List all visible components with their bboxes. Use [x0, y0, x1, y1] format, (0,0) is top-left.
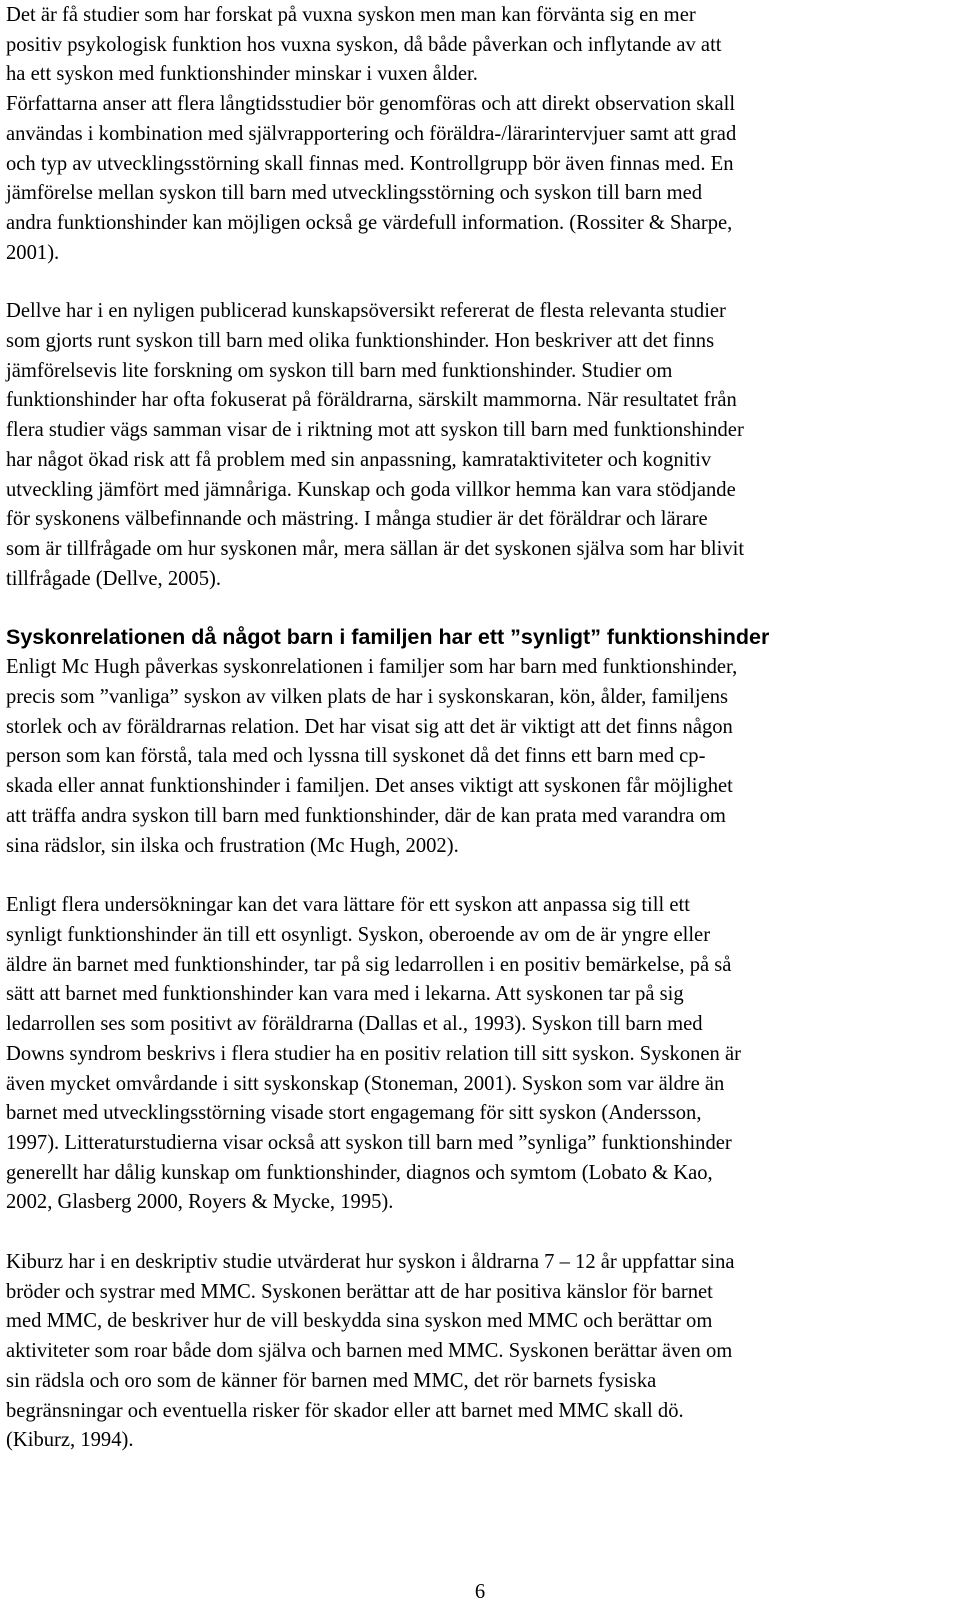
text-line: ha ett syskon med funktionshinder minskar i vuxen ålder. — [6, 63, 478, 86]
text-line: begränsningar och eventuella risker för skador eller att barnet med MMC skall dö. — [6, 1399, 684, 1422]
paragraph-dellve-overview — [6, 297, 956, 594]
paragraph-visible-disability — [6, 891, 956, 1218]
page-number: 6 — [474, 1581, 486, 1603]
paragraph-adult-siblings — [6, 1, 956, 268]
text-line: Downs syndrom beskrivs i flera studier ha en positiv relation till sitt syskon. Syskonen är — [6, 1042, 741, 1065]
text-line: skada eller annat funktionshinder i familjen. Det anses viktigt att syskonen får möjlighet — [6, 775, 733, 798]
text-line: flera studier vägs samman visar de i riktning mot att syskon till barn med funktionshinder — [6, 419, 744, 442]
text-line: jämförelsevis lite forskning om syskon till barn med funktionshinder. Studier om — [6, 359, 673, 382]
text-line: synligt funktionshinder än till ett osynligt. Syskon, oberoende av om de är yngre eller — [6, 923, 711, 946]
text-line: att träffa andra syskon till barn med funktionshinder, där de kan prata med varandra om — [6, 804, 726, 827]
text-line: som gjorts runt syskon till barn med olika funktionshinder. Hon beskriver att det finns — [6, 330, 715, 353]
text-line: sätt att barnet med funktionshinder kan vara med i lekarna. Att syskonen tar på sig — [6, 983, 684, 1006]
section-heading: Syskonrelationen då något barn i familjen har ett ”synligt” funktionshinder — [6, 625, 770, 650]
text-line: och typ av utvecklingsstörning skall finnas med. Kontrollgrupp bör även finnas med. En — [6, 152, 734, 175]
text-line: sina rädslor, sin ilska och frustration (Mc Hugh, 2002). — [6, 834, 459, 857]
text-line: med MMC, de beskriver hur de vill beskydda sina syskon med MMC och berättar om — [6, 1310, 713, 1333]
text-line: för syskonens välbefinnande och mästring. I många studier är det föräldrar och lärare — [6, 508, 708, 531]
text-line: Det är få studier som har forskat på vuxna syskon men man kan förvänta sig en mer — [6, 4, 696, 26]
text-line: storlek och av föräldrarnas relation. Det har visat sig att det är viktigt att det finns någon — [6, 715, 733, 738]
text-line: aktiviteter som roar både dom själva och barnen med MMC. Syskonen berättar även om — [6, 1340, 733, 1363]
text-line: person som kan förstå, tala med och lyssna till syskonet då det finns ett barn med cp- — [6, 745, 706, 768]
text-line: Författarna anser att flera långtidsstudier bör genomföras och att direkt observation skall — [6, 93, 736, 116]
text-line: ledarrollen ses som positivt av föräldrarna (Dallas et al., 1993). Syskon till barn med — [6, 1013, 703, 1036]
document-page — [6, 0, 956, 1456]
text-line: (Kiburz, 1994). — [6, 1429, 134, 1452]
text-line: barnet med utvecklingsstörning visade stort engagemang för sitt syskon (Andersson, — [6, 1102, 702, 1125]
text-line: Kiburz har i en deskriptiv studie utvärderat hur syskon i åldrarna 7 – 12 år uppfattar sina — [6, 1251, 735, 1274]
paragraph-kiburz — [6, 1248, 956, 1456]
text-line: Enligt Mc Hugh påverkas syskonrelationen i familjer som har barn med funktionshinder, — [6, 656, 738, 679]
text-line: som är tillfrågade om hur syskonen mår, mera sällan är det syskonen själva som har blivit — [6, 537, 745, 560]
text-line: andra funktionshinder kan möjligen också ge värdefull information. (Rossiter & Sharpe, — [6, 211, 733, 234]
text-line: positiv psykologisk funktion hos vuxna syskon, då både påverkan och inflytande av att — [6, 33, 722, 56]
text-line: 1997). Litteraturstudierna visar också att syskon till barn med ”synliga” funktionshinder — [6, 1131, 732, 1154]
text-line: precis som ”vanliga” syskon av vilken plats de har i syskonskaran, kön, ålder, familjens — [6, 686, 729, 709]
text-line: även mycket omvårdande i sitt syskonskap (Stoneman, 2001). Syskon som var äldre än — [6, 1072, 725, 1095]
text-line: jämförelse mellan syskon till barn med utvecklingsstörning och syskon till barn med — [6, 182, 703, 205]
text-line: funktionshinder har ofta fokuserat på föräldrarna, särskilt mammorna. När resultatet från — [6, 389, 737, 412]
text-line: generellt har dålig kunskap om funktionshinder, diagnos och symtom (Lobato & Kao, — [6, 1161, 713, 1184]
text-line: bröder och systrar med MMC. Syskonen berättar att de har positiva känslor för barnet — [6, 1280, 713, 1303]
text-line: sin rädsla och oro som de känner för barnen med MMC, det rör barnets fysiska — [6, 1369, 657, 1392]
text-line: 2002, Glasberg 2000, Royers & Mycke, 1995). — [6, 1191, 394, 1214]
text-line: har något ökad risk att få problem med sin anpassning, kamrataktiviteter och kognitiv — [6, 448, 712, 471]
text-line: 2001). — [6, 241, 60, 264]
text-line: tillfrågade (Dellve, 2005). — [6, 567, 222, 590]
text-line: Dellve har i en nyligen publicerad kunskapsöversikt refererat de flesta relevanta studier — [6, 300, 726, 323]
text-line: utveckling jämfört med jämnåriga. Kunskap och goda villkor hemma kan vara stödjande — [6, 478, 736, 501]
text-line: användas i kombination med självrapportering och föräldra-/lärarintervjuer samt att grad — [6, 122, 737, 145]
paragraph-mc-hugh — [6, 653, 956, 861]
text-line: Enligt flera undersökningar kan det vara lättare för ett syskon att anpassa sig till ett — [6, 894, 690, 917]
text-line: äldre än barnet med funktionshinder, tar på sig ledarrollen i en positiv bemärkelse, på så — [6, 953, 732, 976]
